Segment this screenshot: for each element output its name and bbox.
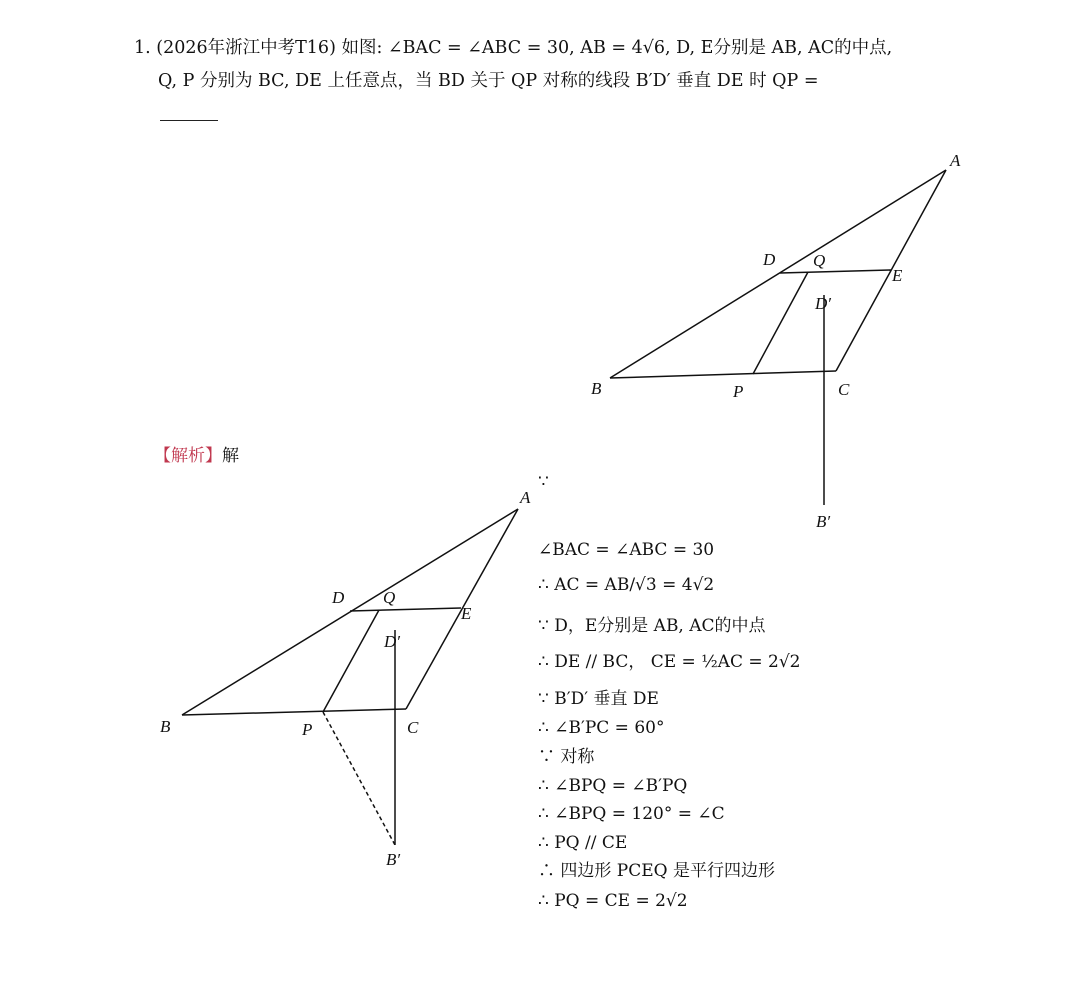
label-D: D xyxy=(763,250,776,269)
label-Bprime-2: B′ xyxy=(386,850,401,869)
analysis-header xyxy=(154,441,239,466)
segment-BC xyxy=(610,371,836,378)
label-Dprime: D′ xyxy=(815,294,831,313)
label-E: E xyxy=(892,266,903,285)
solution-step-9: ∴ ∠BPQ = 120° = ∠C xyxy=(538,804,725,824)
label-A-2: A xyxy=(520,488,531,507)
label-C-2: C xyxy=(407,718,419,737)
segment-DE-2 xyxy=(350,608,461,611)
segment-BC-2 xyxy=(182,709,406,715)
label-A: A xyxy=(950,151,961,170)
label-E-2: E xyxy=(461,604,472,623)
solution-step-1: ∠BAC = ∠ABC = 30 xyxy=(538,540,715,560)
label-Q-2: Q xyxy=(383,588,396,607)
solution-step-2: ∴ AC = AB/√3 = 4√2 xyxy=(538,575,715,595)
analysis-tag: 【解析】 xyxy=(154,446,222,466)
question-line-2: Q, P 分别为 BC, DE 上任意点，当 BD 关于 QP 对称的线段 B′D′ 垂直 DE 时 QP = xyxy=(158,71,819,91)
solution-step-3: ∵ D，E分别是 AB, AC的中点 xyxy=(538,616,766,636)
solution-step-12: ∴ PQ = CE = 2√2 xyxy=(538,891,688,911)
label-P-2: P xyxy=(302,720,313,739)
solution-step-10: ∴ PQ // CE xyxy=(538,833,628,853)
label-Q: Q xyxy=(813,251,826,270)
solution-step-11: ∴ 四边形 PCEQ 是平行四边形 xyxy=(538,861,776,881)
segment-PBp-dashed xyxy=(323,712,395,845)
solution-step-6: ∴ ∠B′PC = 60° xyxy=(538,718,665,738)
segment-QP-2 xyxy=(323,610,379,712)
label-D-2: D xyxy=(332,588,345,607)
label-Bprime: B′ xyxy=(816,512,831,531)
label-C: C xyxy=(838,380,850,399)
label-Dprime-2: D′ xyxy=(384,632,400,651)
solution-step-8: ∴ ∠BPQ = ∠B′PQ xyxy=(538,776,688,796)
question-line-1: 1. (2026年浙江中考T16) 如图: ∠BAC = ∠ABC = 30, AB = 4√6, D, E分别是 AB, AC的中点, xyxy=(134,38,893,58)
solution-figure xyxy=(150,480,550,880)
answer-blank xyxy=(160,120,218,121)
segment-DE xyxy=(780,270,891,273)
label-B-2: B xyxy=(160,717,171,736)
solution-step-7: ∵ 对称 xyxy=(538,747,595,767)
solution-step-5: ∵ B′D′ 垂直 DE xyxy=(538,689,659,709)
because-mark: ∵ xyxy=(538,472,549,492)
solution-step-4: ∴ DE // BC， CE = ½AC = 2√2 xyxy=(538,652,801,672)
question-figure xyxy=(580,145,980,535)
label-P: P xyxy=(733,382,744,401)
segment-QP xyxy=(753,272,808,374)
label-B: B xyxy=(591,379,602,398)
analysis-tail: 解 xyxy=(222,446,239,466)
